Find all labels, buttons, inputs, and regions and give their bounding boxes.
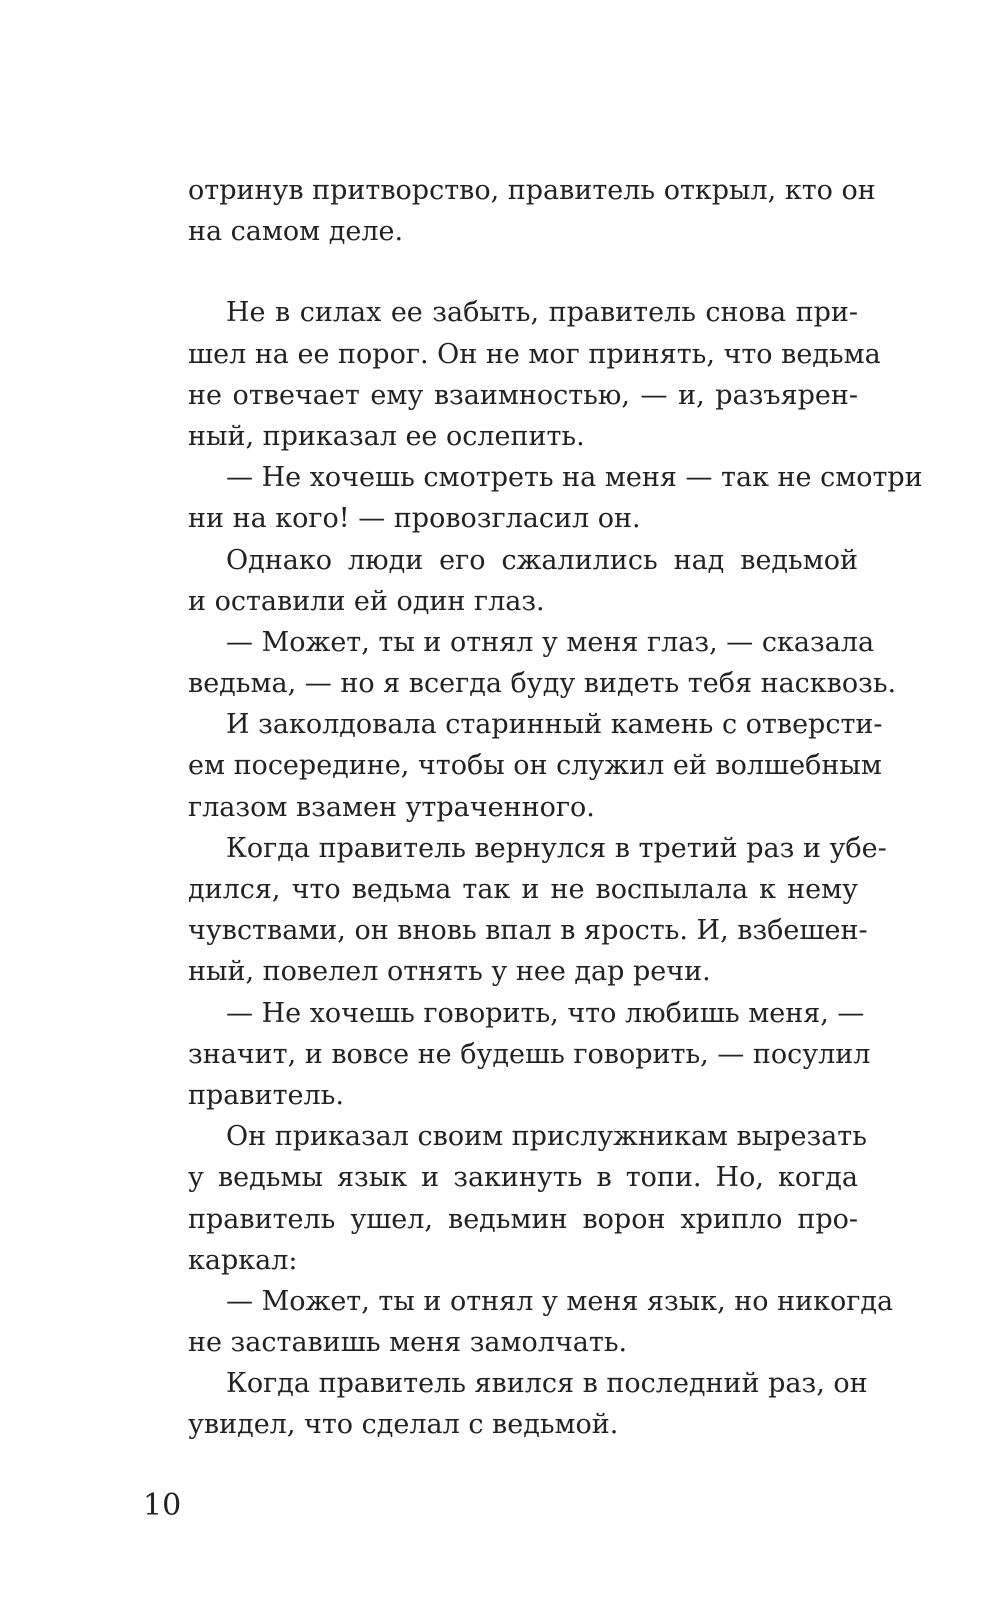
text-line: — Может, ты и отнял у меня глаз, — сказала	[226, 626, 875, 658]
text-line: Однако люди его сжалились над ведьмой	[226, 544, 858, 576]
text-line: отринув притворство, правитель открыл, кто он	[188, 175, 876, 206]
text-line: И заколдовала старинный камень с отверсти-	[226, 709, 883, 741]
text-line: ный, приказал ее ослепить.	[188, 420, 585, 452]
text-line: — Может, ты и отнял у меня язык, но никогда	[226, 1285, 894, 1317]
text-line: у ведьмы язык и закинуть в топи. Но, когда	[188, 1162, 858, 1194]
text-line: ни на кого! — провозгласил он.	[188, 503, 641, 535]
text-line: Когда правитель явился в последний раз, он	[226, 1368, 868, 1400]
body-text	[188, 170, 923, 1446]
text-line: правитель.	[188, 1079, 344, 1111]
section-break	[188, 252, 858, 292]
text-line: не отвечает ему взаимностью, — и, разъярен-	[188, 379, 858, 411]
text-line: — Не хочешь говорить, что любишь меня, —	[226, 997, 865, 1029]
text-line: правитель ушел, ведьмин ворон хрипло про-	[188, 1203, 858, 1235]
text-line: увидел, что сделал с ведьмой.	[188, 1409, 619, 1441]
text-line: ведьма, — но я всегда буду видеть тебя насквозь.	[188, 668, 897, 700]
text-line: дился, что ведьма так и не воспылала к нему	[188, 874, 858, 905]
text-line: шел на ее порог. Он не мог принять, что ведьма	[188, 338, 881, 370]
text-line: ем посередине, чтобы он служил ей волшебным	[188, 750, 882, 782]
page-number: 10	[143, 1488, 182, 1523]
text-line: Не в силах ее забыть, правитель снова при-	[226, 297, 858, 329]
text-line: чувствами, он вновь впал в ярость. И, взбешен-	[188, 915, 868, 947]
text-line: — Не хочешь смотреть на меня — так не смотри	[226, 462, 923, 494]
text-line: Он приказал своим прислужникам вырезать	[226, 1121, 867, 1153]
text-line: не заставишь меня замолчать.	[188, 1327, 628, 1359]
text-line: и оставили ей один глаз.	[188, 585, 545, 617]
text-line: каркал:	[188, 1244, 298, 1276]
text-line: ный, повелел отнять у нее дар речи.	[188, 956, 711, 988]
text-line: глазом взамен утраченного.	[188, 791, 595, 823]
text-line: Когда правитель вернулся в третий раз и убе-	[226, 832, 887, 864]
text-line: на самом деле.	[188, 216, 404, 248]
text-line: значит, и вовсе не будешь говорить, — посулил	[188, 1038, 871, 1070]
